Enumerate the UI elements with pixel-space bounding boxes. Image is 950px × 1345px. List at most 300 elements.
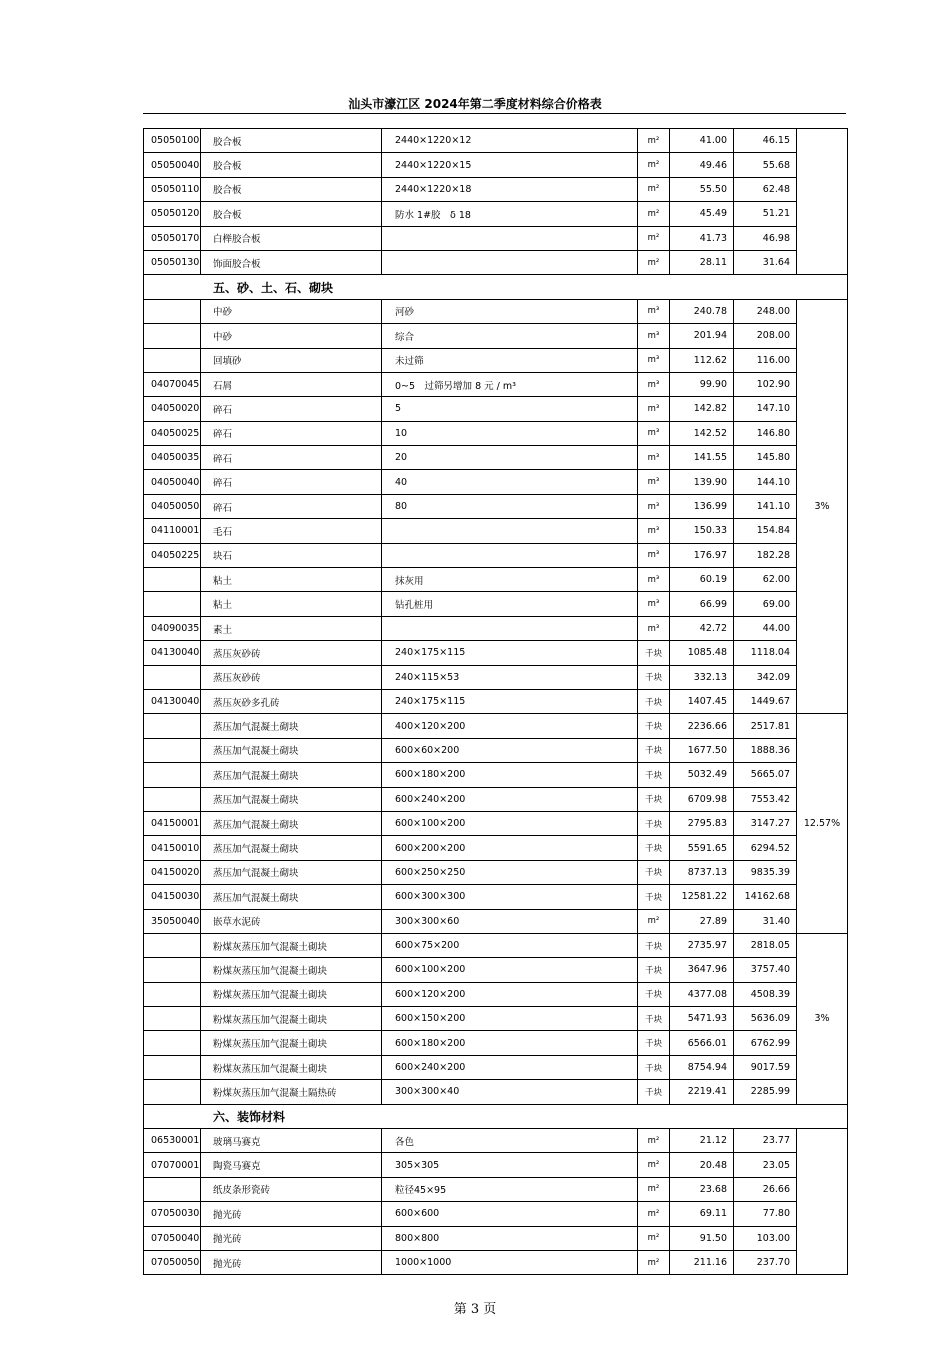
table-row <box>144 129 848 153</box>
material-name: 粘土 <box>201 592 382 616</box>
unit: m³ <box>638 348 670 372</box>
price-excl-tax: 99.90 <box>670 372 734 396</box>
material-name: 蒸压加气混凝土砌块 <box>201 714 382 738</box>
price-excl-tax: 42.72 <box>670 616 734 640</box>
item-code <box>144 1031 201 1055</box>
price-incl-tax: 55.68 <box>734 153 797 177</box>
table-row <box>144 665 848 689</box>
unit: m² <box>638 1153 670 1177</box>
price-incl-tax: 145.80 <box>734 446 797 470</box>
title-divider <box>143 113 846 114</box>
price-excl-tax: 1407.45 <box>670 689 734 713</box>
price-incl-tax: 44.00 <box>734 616 797 640</box>
price-incl-tax: 77.80 <box>734 1202 797 1226</box>
unit: 千块 <box>638 1007 670 1031</box>
item-code: 04150020 <box>144 860 201 884</box>
price-excl-tax: 20.48 <box>670 1153 734 1177</box>
material-price-table <box>143 128 848 1275</box>
unit: m³ <box>638 568 670 592</box>
page-title: 汕头市濠江区 2024年第二季度材料综合价格表 <box>348 97 602 111</box>
table-row <box>144 250 848 274</box>
table-row <box>144 153 848 177</box>
material-name: 粘土 <box>201 568 382 592</box>
item-code: 35050040 <box>144 909 201 933</box>
item-code <box>144 1080 201 1104</box>
price-incl-tax: 6762.99 <box>734 1031 797 1055</box>
price-incl-tax: 1449.67 <box>734 689 797 713</box>
specification <box>382 616 638 640</box>
item-code <box>144 299 201 323</box>
material-name: 石屑 <box>201 372 382 396</box>
material-name: 蒸压灰砂砖 <box>201 641 382 665</box>
price-incl-tax: 14162.68 <box>734 885 797 909</box>
item-code: 04130040 <box>144 689 201 713</box>
table-row <box>144 592 848 616</box>
material-name: 粉煤灰蒸压加气混凝土隔热砖 <box>201 1080 382 1104</box>
unit: m³ <box>638 397 670 421</box>
page-number: 第 3 页 <box>453 1302 497 1317</box>
unit: m² <box>638 177 670 201</box>
price-excl-tax: 139.90 <box>670 470 734 494</box>
material-name: 碎石 <box>201 494 382 518</box>
specification: 240×175×115 <box>382 689 638 713</box>
specification: 80 <box>382 494 638 518</box>
unit: m³ <box>638 446 670 470</box>
specification: 600×250×250 <box>382 860 638 884</box>
specification: 305×305 <box>382 1153 638 1177</box>
material-name: 白榉胶合板 <box>201 226 382 250</box>
table-row <box>144 568 848 592</box>
material-name: 饰面胶合板 <box>201 250 382 274</box>
material-name: 粉煤灰蒸压加气混凝土砌块 <box>201 933 382 957</box>
price-incl-tax: 46.15 <box>734 129 797 153</box>
specification: 400×120×200 <box>382 714 638 738</box>
table-row <box>144 494 848 518</box>
price-incl-tax: 23.05 <box>734 1153 797 1177</box>
price-incl-tax: 9017.59 <box>734 1055 797 1079</box>
material-name: 抛光砖 <box>201 1226 382 1250</box>
item-code: 05050170 <box>144 226 201 250</box>
item-code <box>144 982 201 1006</box>
price-incl-tax: 46.98 <box>734 226 797 250</box>
price-incl-tax: 248.00 <box>734 299 797 323</box>
table-row <box>144 763 848 787</box>
price-incl-tax: 7553.42 <box>734 787 797 811</box>
material-name: 粉煤灰蒸压加气混凝土砌块 <box>201 1031 382 1055</box>
unit: 千块 <box>638 1080 670 1104</box>
price-excl-tax: 5591.65 <box>670 836 734 860</box>
price-incl-tax: 69.00 <box>734 592 797 616</box>
specification <box>382 226 638 250</box>
price-incl-tax: 62.00 <box>734 568 797 592</box>
unit: m³ <box>638 592 670 616</box>
material-name: 蒸压加气混凝土砌块 <box>201 738 382 762</box>
specification: 未过筛 <box>382 348 638 372</box>
material-name: 中砂 <box>201 324 382 348</box>
unit: m³ <box>638 299 670 323</box>
price-excl-tax: 41.73 <box>670 226 734 250</box>
specification: 河砂 <box>382 299 638 323</box>
price-excl-tax: 60.19 <box>670 568 734 592</box>
material-name: 碎石 <box>201 397 382 421</box>
specification: 1000×1000 <box>382 1250 638 1274</box>
unit: m³ <box>638 324 670 348</box>
item-code: 04050035 <box>144 446 201 470</box>
item-code <box>144 763 201 787</box>
price-excl-tax: 201.94 <box>670 324 734 348</box>
item-code: 04110001 <box>144 519 201 543</box>
table-row <box>144 372 848 396</box>
section-title: 五、砂、土、石、砌块 <box>144 275 848 299</box>
specification: 2440×1220×15 <box>382 153 638 177</box>
table-row <box>144 1129 848 1153</box>
unit: 千块 <box>638 714 670 738</box>
specification: 600×150×200 <box>382 1007 638 1031</box>
price-excl-tax: 12581.22 <box>670 885 734 909</box>
table-row <box>144 421 848 445</box>
specification: 600×120×200 <box>382 982 638 1006</box>
table-row <box>144 1153 848 1177</box>
table-row <box>144 811 848 835</box>
price-incl-tax: 103.00 <box>734 1226 797 1250</box>
specification: 600×240×200 <box>382 787 638 811</box>
price-excl-tax: 45.49 <box>670 202 734 226</box>
unit: m³ <box>638 616 670 640</box>
material-name: 碎石 <box>201 470 382 494</box>
specification: 10 <box>382 421 638 445</box>
material-name: 玻璃马赛克 <box>201 1129 382 1153</box>
price-excl-tax: 6566.01 <box>670 1031 734 1055</box>
price-incl-tax: 102.90 <box>734 372 797 396</box>
price-incl-tax: 4508.39 <box>734 982 797 1006</box>
price-incl-tax: 154.84 <box>734 519 797 543</box>
table-row <box>144 982 848 1006</box>
material-name: 毛石 <box>201 519 382 543</box>
table-row <box>144 860 848 884</box>
unit: 千块 <box>638 811 670 835</box>
unit: 千块 <box>638 689 670 713</box>
material-name: 蒸压加气混凝土砌块 <box>201 811 382 835</box>
item-code: 04050225 <box>144 543 201 567</box>
material-name: 粉煤灰蒸压加气混凝土砌块 <box>201 1055 382 1079</box>
price-incl-tax: 6294.52 <box>734 836 797 860</box>
material-name: 素土 <box>201 616 382 640</box>
table-row <box>144 641 848 665</box>
price-excl-tax: 6709.98 <box>670 787 734 811</box>
material-name: 陶瓷马赛克 <box>201 1153 382 1177</box>
price-incl-tax: 208.00 <box>734 324 797 348</box>
table-row <box>144 177 848 201</box>
price-excl-tax: 112.62 <box>670 348 734 372</box>
material-name: 粉煤灰蒸压加气混凝土砌块 <box>201 958 382 982</box>
item-code <box>144 714 201 738</box>
price-incl-tax: 23.77 <box>734 1129 797 1153</box>
price-excl-tax: 28.11 <box>670 250 734 274</box>
table-row <box>144 324 848 348</box>
price-excl-tax: 5471.93 <box>670 1007 734 1031</box>
table-row <box>144 226 848 250</box>
material-name: 蒸压加气混凝土砌块 <box>201 860 382 884</box>
unit: 千块 <box>638 665 670 689</box>
price-incl-tax: 31.64 <box>734 250 797 274</box>
price-excl-tax: 142.52 <box>670 421 734 445</box>
unit: m² <box>638 1226 670 1250</box>
item-code <box>144 1055 201 1079</box>
table-row <box>144 470 848 494</box>
material-name: 粉煤灰蒸压加气混凝土砌块 <box>201 1007 382 1031</box>
item-code <box>144 348 201 372</box>
unit: 千块 <box>638 763 670 787</box>
specification: 300×300×40 <box>382 1080 638 1104</box>
price-excl-tax: 2236.66 <box>670 714 734 738</box>
item-code: 05050130 <box>144 250 201 274</box>
table-row <box>144 519 848 543</box>
item-code <box>144 1007 201 1031</box>
item-code: 04150030 <box>144 885 201 909</box>
price-excl-tax: 176.97 <box>670 543 734 567</box>
item-code: 04150010 <box>144 836 201 860</box>
table-row <box>144 1031 848 1055</box>
material-name: 碎石 <box>201 446 382 470</box>
price-incl-tax: 146.80 <box>734 421 797 445</box>
price-excl-tax: 4377.08 <box>670 982 734 1006</box>
specification: 600×180×200 <box>382 763 638 787</box>
material-name: 蒸压加气混凝土砌块 <box>201 763 382 787</box>
table-row <box>144 1080 848 1104</box>
price-incl-tax: 182.28 <box>734 543 797 567</box>
item-code: 04050025 <box>144 421 201 445</box>
table-row <box>144 958 848 982</box>
unit: m² <box>638 1177 670 1201</box>
item-code: 07050030 <box>144 1202 201 1226</box>
unit: m² <box>638 1250 670 1274</box>
specification <box>382 250 638 274</box>
specification: 800×800 <box>382 1226 638 1250</box>
table-body <box>144 129 848 1275</box>
price-excl-tax: 2735.97 <box>670 933 734 957</box>
table-row <box>144 787 848 811</box>
price-incl-tax: 1888.36 <box>734 738 797 762</box>
item-code: 05050120 <box>144 202 201 226</box>
price-excl-tax: 66.99 <box>670 592 734 616</box>
price-incl-tax: 342.09 <box>734 665 797 689</box>
specification: 600×100×200 <box>382 958 638 982</box>
specification: 300×300×60 <box>382 909 638 933</box>
material-name: 嵌草水泥砖 <box>201 909 382 933</box>
table-row <box>144 1226 848 1250</box>
item-code: 04090035 <box>144 616 201 640</box>
price-excl-tax: 5032.49 <box>670 763 734 787</box>
unit: 千块 <box>638 787 670 811</box>
price-excl-tax: 141.55 <box>670 446 734 470</box>
price-incl-tax: 51.21 <box>734 202 797 226</box>
specification: 600×240×200 <box>382 1055 638 1079</box>
item-code: 04050040 <box>144 470 201 494</box>
unit: 千块 <box>638 1031 670 1055</box>
specification: 各色 <box>382 1129 638 1153</box>
specification: 综合 <box>382 324 638 348</box>
unit: m³ <box>638 470 670 494</box>
unit: 千块 <box>638 738 670 762</box>
table-row <box>144 299 848 323</box>
section-title: 六、装饰材料 <box>144 1104 848 1128</box>
item-code <box>144 787 201 811</box>
item-code: 05050040 <box>144 153 201 177</box>
material-name: 蒸压灰砂多孔砖 <box>201 689 382 713</box>
table-row <box>144 616 848 640</box>
specification: 0~5 过筛另增加 8 元 / m³ <box>382 372 638 396</box>
specification: 钻孔桩用 <box>382 592 638 616</box>
item-code <box>144 324 201 348</box>
item-code: 04070045 <box>144 372 201 396</box>
specification: 600×200×200 <box>382 836 638 860</box>
unit: 千块 <box>638 641 670 665</box>
material-name: 中砂 <box>201 299 382 323</box>
price-excl-tax: 23.68 <box>670 1177 734 1201</box>
rate-cell: 12.57% <box>797 714 848 934</box>
unit: 千块 <box>638 958 670 982</box>
unit: m³ <box>638 421 670 445</box>
price-excl-tax: 3647.96 <box>670 958 734 982</box>
price-incl-tax: 2517.81 <box>734 714 797 738</box>
table-row <box>144 1177 848 1201</box>
price-incl-tax: 62.48 <box>734 177 797 201</box>
specification: 600×600 <box>382 1202 638 1226</box>
unit: m² <box>638 250 670 274</box>
unit: 千块 <box>638 982 670 1006</box>
table-row <box>144 909 848 933</box>
table-row <box>144 689 848 713</box>
item-code <box>144 738 201 762</box>
table-row <box>144 348 848 372</box>
unit: 千块 <box>638 933 670 957</box>
unit: m² <box>638 153 670 177</box>
unit: m² <box>638 202 670 226</box>
material-name: 粉煤灰蒸压加气混凝土砌块 <box>201 982 382 1006</box>
item-code <box>144 1177 201 1201</box>
unit: m² <box>638 909 670 933</box>
rate-cell <box>797 129 848 275</box>
price-excl-tax: 21.12 <box>670 1129 734 1153</box>
price-incl-tax: 31.40 <box>734 909 797 933</box>
item-code: 04130040 <box>144 641 201 665</box>
specification: 防水 1#胶 δ 18 <box>382 202 638 226</box>
price-incl-tax: 3147.27 <box>734 811 797 835</box>
material-name: 抛光砖 <box>201 1250 382 1274</box>
price-excl-tax: 332.13 <box>670 665 734 689</box>
rate-cell: 3% <box>797 299 848 714</box>
unit: m² <box>638 1129 670 1153</box>
price-excl-tax: 1677.50 <box>670 738 734 762</box>
price-excl-tax: 8737.13 <box>670 860 734 884</box>
unit: m³ <box>638 372 670 396</box>
table-row <box>144 933 848 957</box>
price-incl-tax: 3757.40 <box>734 958 797 982</box>
item-code <box>144 665 201 689</box>
item-code: 04050050 <box>144 494 201 518</box>
material-name: 蒸压加气混凝土砌块 <box>201 885 382 909</box>
specification: 240×175×115 <box>382 641 638 665</box>
item-code: 05050100 <box>144 129 201 153</box>
specification: 5 <box>382 397 638 421</box>
table-row <box>144 446 848 470</box>
material-name: 蒸压加气混凝土砌块 <box>201 836 382 860</box>
item-code: 05050110 <box>144 177 201 201</box>
price-incl-tax: 2285.99 <box>734 1080 797 1104</box>
price-excl-tax: 136.99 <box>670 494 734 518</box>
table-row <box>144 202 848 226</box>
unit: m³ <box>638 519 670 543</box>
item-code: 04150001 <box>144 811 201 835</box>
material-name: 胶合板 <box>201 202 382 226</box>
table-row <box>144 836 848 860</box>
item-code: 07070001 <box>144 1153 201 1177</box>
specification: 600×75×200 <box>382 933 638 957</box>
material-name: 蒸压加气混凝土砌块 <box>201 787 382 811</box>
unit: m² <box>638 1202 670 1226</box>
specification: 2440×1220×12 <box>382 129 638 153</box>
table-row <box>144 1250 848 1274</box>
table-row <box>144 1007 848 1031</box>
material-name: 碎石 <box>201 421 382 445</box>
price-incl-tax: 141.10 <box>734 494 797 518</box>
material-name: 纸皮条形瓷砖 <box>201 1177 382 1201</box>
item-code: 07050050 <box>144 1250 201 1274</box>
specification: 600×180×200 <box>382 1031 638 1055</box>
unit: m³ <box>638 543 670 567</box>
material-name: 回填砂 <box>201 348 382 372</box>
price-excl-tax: 211.16 <box>670 1250 734 1274</box>
price-incl-tax: 1118.04 <box>734 641 797 665</box>
price-excl-tax: 1085.48 <box>670 641 734 665</box>
unit: m² <box>638 226 670 250</box>
specification: 2440×1220×18 <box>382 177 638 201</box>
specification: 粒径45×95 <box>382 1177 638 1201</box>
specification: 600×60×200 <box>382 738 638 762</box>
unit: 千块 <box>638 1055 670 1079</box>
price-excl-tax: 150.33 <box>670 519 734 543</box>
price-incl-tax: 2818.05 <box>734 933 797 957</box>
section-row <box>144 1104 848 1128</box>
price-excl-tax: 8754.94 <box>670 1055 734 1079</box>
table-row <box>144 543 848 567</box>
price-excl-tax: 2219.41 <box>670 1080 734 1104</box>
material-name: 块石 <box>201 543 382 567</box>
specification <box>382 519 638 543</box>
item-code: 06530001 <box>144 1129 201 1153</box>
specification: 240×115×53 <box>382 665 638 689</box>
price-excl-tax: 91.50 <box>670 1226 734 1250</box>
material-name: 蒸压灰砂砖 <box>201 665 382 689</box>
price-incl-tax: 237.70 <box>734 1250 797 1274</box>
specification: 20 <box>382 446 638 470</box>
item-code <box>144 568 201 592</box>
table-row <box>144 885 848 909</box>
price-excl-tax: 142.82 <box>670 397 734 421</box>
price-excl-tax: 49.46 <box>670 153 734 177</box>
table-row <box>144 1055 848 1079</box>
price-incl-tax: 116.00 <box>734 348 797 372</box>
unit: m² <box>638 129 670 153</box>
rate-cell: 3% <box>797 933 848 1104</box>
price-excl-tax: 2795.83 <box>670 811 734 835</box>
price-incl-tax: 9835.39 <box>734 860 797 884</box>
price-excl-tax: 55.50 <box>670 177 734 201</box>
price-excl-tax: 41.00 <box>670 129 734 153</box>
rate-cell <box>797 1129 848 1275</box>
specification: 抹灰用 <box>382 568 638 592</box>
item-code: 07050040 <box>144 1226 201 1250</box>
